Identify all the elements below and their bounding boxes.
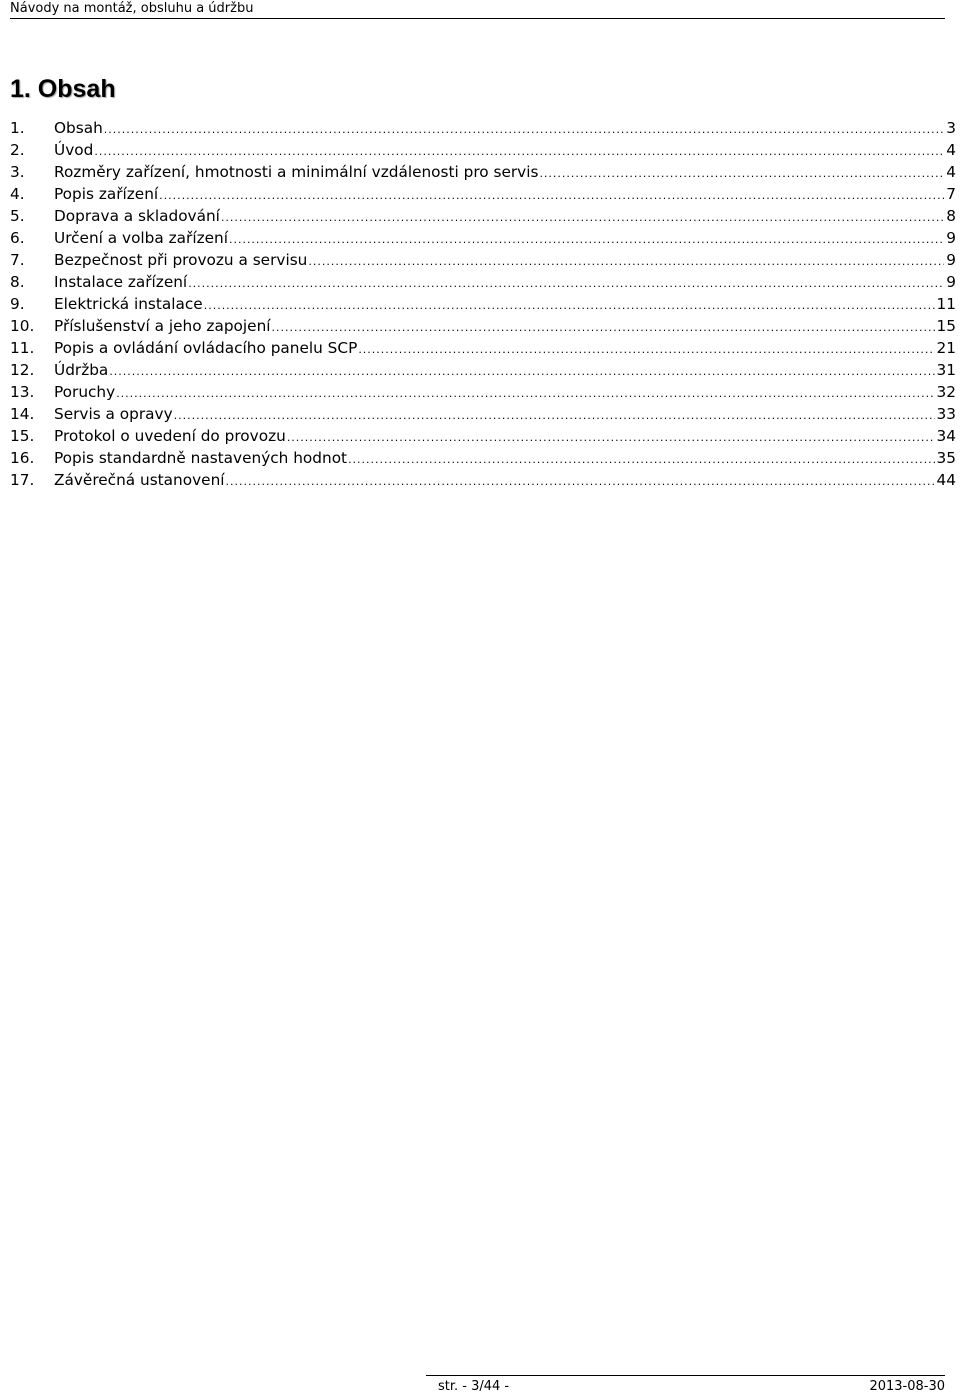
toc-entry-number: 10. [10, 317, 35, 335]
toc-entry[interactable] [10, 183, 956, 205]
toc-entry-title: Protokol o uvedení do provozu [54, 427, 286, 445]
dot-leader [272, 317, 935, 339]
toc-entry-number: 12. [10, 361, 35, 379]
dot-leader [188, 273, 944, 295]
toc-entry[interactable] [10, 249, 956, 271]
toc-entry-number: 17. [10, 471, 35, 489]
dot-leader [116, 383, 934, 405]
toc-entry[interactable] [10, 227, 956, 249]
toc-entry-number: 16. [10, 449, 35, 467]
toc-entry-title: Obsah [54, 119, 103, 137]
toc-entry-number: 4. [10, 185, 25, 203]
toc-entry-title: Rozměry zařízení, hmotnosti a minimální vzdálenosti pro servis [54, 163, 539, 181]
toc-entry-page: 34 [936, 427, 956, 445]
toc-entry-page: 3 [946, 119, 956, 137]
toc-entry-page: 21 [936, 339, 956, 357]
toc-entry[interactable] [10, 359, 956, 381]
dot-leader [348, 449, 934, 471]
dot-leader [159, 185, 944, 207]
toc-entry-page: 32 [936, 383, 956, 401]
toc-entry[interactable] [10, 271, 956, 293]
dot-leader [308, 251, 944, 273]
toc-entry[interactable] [10, 161, 956, 183]
toc-entry-title: Popis a ovládání ovládacího panelu SCP [54, 339, 358, 357]
toc-entry-title: Údržba [54, 361, 109, 379]
toc-entry-title: Servis a opravy [54, 405, 173, 423]
toc-entry-number: 7. [10, 251, 25, 269]
toc-entry-page: 9 [946, 273, 956, 291]
toc-entry-page: 9 [946, 251, 956, 269]
dot-leader [94, 141, 944, 163]
page-footer [426, 1375, 945, 1398]
toc-entry[interactable] [10, 205, 956, 227]
toc-entry-page: 31 [936, 361, 956, 379]
toc-entry[interactable] [10, 381, 956, 403]
dot-leader [358, 339, 934, 361]
toc-entry[interactable] [10, 337, 956, 359]
toc-entry-title: Popis zařízení [54, 185, 159, 203]
dot-leader [109, 361, 934, 383]
dot-leader [287, 427, 935, 449]
toc-entry[interactable] [10, 117, 956, 139]
toc-entry-number: 8. [10, 273, 25, 291]
dot-leader [226, 471, 935, 493]
toc-entry-number: 9. [10, 295, 25, 313]
toc-entry[interactable] [10, 139, 956, 161]
toc-entry-page: 11 [936, 295, 956, 313]
document-title: Návody na montáž, obsluhu a údržbu [10, 1, 254, 16]
toc-entry-page: 35 [936, 449, 956, 467]
toc-entry-page: 4 [946, 141, 956, 159]
dot-leader [229, 229, 944, 251]
toc-entry-title: Závěrečná ustanovení [54, 471, 225, 489]
toc-entry-page: 33 [936, 405, 956, 423]
toc-entry-page: 4 [946, 163, 956, 181]
toc-entry-title: Určení a volba zařízení [54, 229, 228, 247]
toc-entry-title: Elektrická instalace [54, 295, 203, 313]
dot-leader [104, 119, 944, 141]
toc-entry-page: 15 [936, 317, 956, 335]
toc-entry[interactable] [10, 315, 956, 337]
toc-entry-title: Příslušenství a jeho zapojení [54, 317, 271, 335]
toc-entry-number: 6. [10, 229, 25, 247]
toc-entry-page: 8 [946, 207, 956, 225]
page-number: str. - 3/44 - [438, 1379, 510, 1394]
toc-entry-page: 44 [936, 471, 956, 489]
toc-entry-title: Bezpečnost při provozu a servisu [54, 251, 308, 269]
toc-entry-number: 1. [10, 119, 25, 137]
toc-entry-number: 3. [10, 163, 25, 181]
toc-heading: 1. Obsah [10, 75, 116, 103]
table-of-contents [10, 117, 956, 491]
toc-entry-number: 11. [10, 339, 35, 357]
toc-entry[interactable] [10, 293, 956, 315]
toc-entry-number: 15. [10, 427, 35, 445]
dot-leader [204, 295, 935, 317]
toc-entry[interactable] [10, 425, 956, 447]
dot-leader [539, 163, 944, 185]
toc-entry-number: 14. [10, 405, 35, 423]
toc-entry-page: 9 [946, 229, 956, 247]
toc-entry-title: Poruchy [54, 383, 116, 401]
toc-entry-title: Doprava a skladování [54, 207, 220, 225]
toc-entry-number: 5. [10, 207, 25, 225]
page-header [10, 0, 945, 19]
toc-entry[interactable] [10, 447, 956, 469]
toc-entry-title: Instalace zařízení [54, 273, 188, 291]
dot-leader [221, 207, 944, 229]
toc-entry-number: 2. [10, 141, 25, 159]
toc-entry-number: 13. [10, 383, 35, 401]
toc-entry-title: Úvod [54, 141, 94, 159]
toc-entry[interactable] [10, 469, 956, 491]
document-date: 2013-08-30 [869, 1379, 945, 1394]
toc-entry[interactable] [10, 403, 956, 425]
toc-entry-title: Popis standardně nastavených hodnot [54, 449, 348, 467]
toc-entry-page: 7 [946, 185, 956, 203]
dot-leader [174, 405, 935, 427]
